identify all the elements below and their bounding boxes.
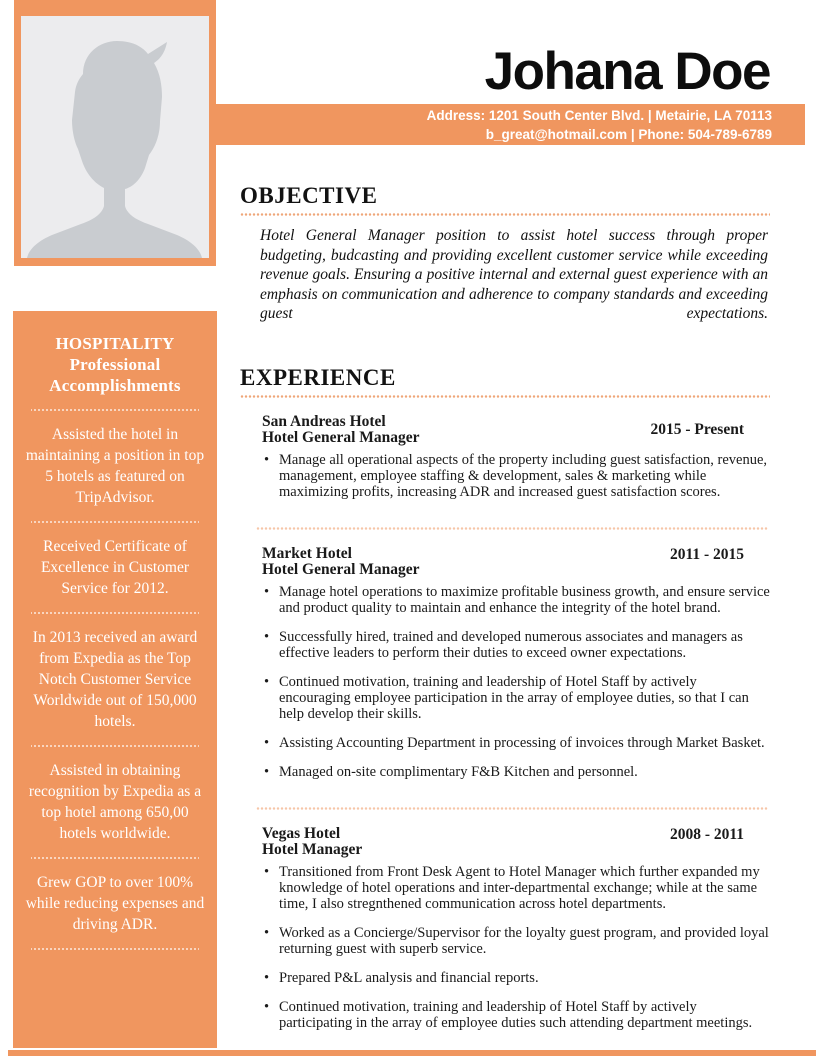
job-company-title <box>262 546 420 579</box>
job-divider <box>256 527 768 530</box>
accomplishment-item: Received Certificate of Excellence in Customer Service for 2012. <box>40 538 190 597</box>
job-role: Hotel Manager <box>262 841 363 858</box>
contact-email-phone-line: b_great@hotmail.com | Phone: 504-789-6789 <box>485 126 772 142</box>
job-company-title <box>262 414 420 447</box>
job-entry <box>240 826 770 1031</box>
job-role: Hotel General Manager <box>262 561 420 578</box>
main-content <box>240 182 770 1031</box>
job-bullet: • Worked as a Concierge/Supervisor for the loyalty guest program, and provided loyal returning guest with superb service. <box>262 925 770 957</box>
job-dates: 2011 - 2015 <box>669 545 744 563</box>
job-company-title <box>262 826 362 859</box>
job-entry <box>240 414 770 500</box>
sidebar-title-line3: Accomplishments <box>49 376 181 395</box>
job-dates: 2015 - Present <box>650 421 744 438</box>
person-silhouette-icon <box>21 16 209 258</box>
accomplishment-item: Assisted the hotel in maintaining a position in top 5 hotels as featured on TripAdvisor. <box>25 426 205 506</box>
job-bullet: • Successfully hired, trained and developed numerous associates and managers as effective leaders to perform their duties to exceed owner expectations. <box>262 629 770 661</box>
objective-section <box>240 182 770 324</box>
sidebar-divider <box>31 409 199 411</box>
job-bullet: • Prepared P&L analysis and financial reports. <box>262 970 770 986</box>
sidebar-divider <box>31 612 199 614</box>
job-dates: 2008 - 2011 <box>669 825 744 843</box>
job-bullet-list <box>262 864 770 1031</box>
sidebar-title-line2: Professional <box>69 355 161 374</box>
accomplishment-item: Assisted in obtaining recognition by Expedia as a top hotel among 650,00 hotels worldwide. <box>28 762 202 842</box>
job-header <box>262 414 770 447</box>
sidebar-title-line1: HOSPITALITY <box>55 334 175 353</box>
profile-photo-frame <box>14 0 216 266</box>
sidebar-divider <box>31 948 199 950</box>
job-bullet: • Transitioned from Front Desk Agent to Hotel Manager which further expanded my knowledge of hotel operations and inter-departmental exchange; while at the same time, I also stregnthened communication across hotel departments. <box>262 864 770 912</box>
objective-text: Hotel General Manager position to assist hotel success through proper budgeting, budcasting and providing excellent customer service while exceeding revenue goals. Ensuring a positive internal and external guest experience with an emphasis on communication and adherence to company standards and exceeding guest expectations. <box>260 227 768 322</box>
bottom-accent-bar <box>8 1050 816 1056</box>
job-company: Vegas Hotel <box>262 824 341 842</box>
experience-heading-rule <box>240 395 770 398</box>
job-bullet: • Assisting Accounting Department in processing of invoices through Market Basket. <box>262 735 770 751</box>
job-company: San Andreas Hotel <box>262 412 386 430</box>
experience-section <box>240 364 770 1031</box>
job-bullet-list <box>262 452 770 500</box>
job-header <box>262 826 770 859</box>
accomplishments-sidebar <box>13 311 217 1048</box>
experience-heading: EXPERIENCE <box>240 364 396 390</box>
job-company: Market Hotel <box>262 544 352 562</box>
job-bullet-list <box>262 584 770 780</box>
job-bullet: • Manage hotel operations to maximize profitable business growth, and ensure service and product quality to maintain and enhance the integrity of the hotel brand. <box>262 584 770 616</box>
job-bullet: • Continued motivation, training and leadership of Hotel Staff by actively encouraging employee participation in the array of employee duties, so that I can help develop their skills. <box>262 674 770 722</box>
objective-heading-rule <box>240 213 770 216</box>
job-divider <box>256 807 768 810</box>
sidebar-divider <box>31 745 199 747</box>
sidebar-divider <box>31 857 199 859</box>
job-bullet: • Managed on-site complimentary F&B Kitchen and personnel. <box>262 764 770 780</box>
sidebar-title <box>23 333 207 396</box>
job-bullet: • Continued motivation, training and leadership of Hotel Staff by actively participating in the array of employee duties such attending department meetings. <box>262 999 770 1031</box>
profile-photo-placeholder <box>21 16 209 258</box>
objective-heading: OBJECTIVE <box>240 183 378 208</box>
accomplishment-item: In 2013 received an award from Expedia as the Top Notch Customer Service Worldwide out of 150,000 hotels. <box>32 629 198 730</box>
accomplishment-item: Grew GOP to over 100% while reducing expenses and driving ADR. <box>25 874 205 933</box>
job-header <box>262 546 770 579</box>
job-entry <box>240 546 770 780</box>
contact-banner <box>216 104 805 145</box>
job-role: Hotel General Manager <box>262 429 420 446</box>
contact-address-line: Address: 1201 South Center Blvd. | Metairie, LA 70113 <box>426 108 772 123</box>
sidebar-divider <box>31 521 199 523</box>
job-bullet: • Manage all operational aspects of the property including guest satisfaction, revenue, management, employee staffing & development, sales & marketing while maximizing profits, increasing ADR and increased guest satisfaction scores. <box>262 452 770 500</box>
candidate-name: Johana Doe <box>484 42 770 101</box>
